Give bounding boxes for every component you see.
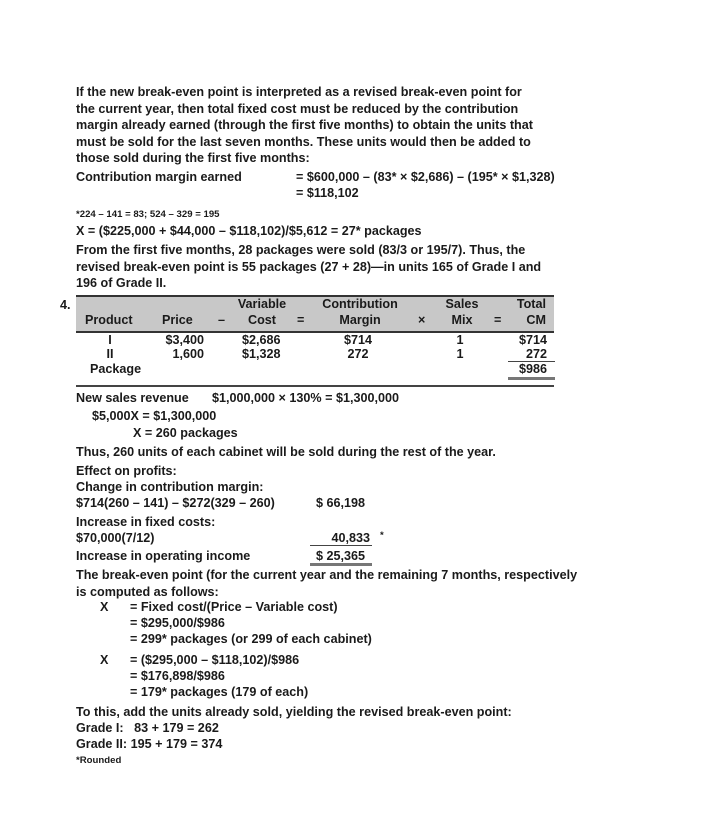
conclusion-line: From the first five months, 28 packages were sold (83/3 or 195/7). Thus, the	[76, 243, 526, 257]
row2-cm: 272	[347, 347, 369, 361]
income-double-rule	[310, 563, 372, 566]
intro-paragraph	[76, 84, 596, 167]
header-total: Total	[516, 297, 546, 311]
section-number: 4.	[60, 298, 71, 312]
row1-price: $3,400	[165, 333, 204, 347]
header-minus: –	[218, 313, 226, 327]
intro-line: If the new break-even point is interpreted as a revised break-even point for	[76, 85, 522, 99]
breakeven-intro-line: The break-even point (for the current year and the remaining 7 months, respectively	[76, 568, 578, 582]
grade2-result: Grade II: 195 + 179 = 374	[76, 737, 223, 751]
fixed-costs-value: 40,833	[331, 531, 370, 545]
intro-line: must be sold for the last seven months. These units would then be added to	[76, 134, 531, 149]
sales-equation-1: $5,000X = $1,300,000	[92, 409, 217, 423]
income-label: Increase in operating income	[76, 549, 251, 563]
breakeven-intro	[76, 567, 636, 600]
row1-cm: $714	[343, 333, 373, 347]
header-equals-1: =	[297, 313, 305, 327]
change-cm-calc: $714(260 – 141) – $272(329 – 260)	[76, 496, 275, 510]
header-cm: CM	[526, 313, 546, 327]
header-product: Product	[85, 313, 133, 327]
calc-b-line: = 179* packages (179 of each)	[130, 685, 309, 699]
package-label: Package	[90, 362, 142, 376]
grade1-result: Grade I: 83 + 179 = 262	[76, 721, 219, 735]
calc-a-line: = 299* packages (or 299 of each cabinet)	[130, 632, 372, 646]
calc-a-line: = Fixed cost/(Price – Variable cost)	[130, 600, 338, 614]
fixed-costs-calc: $70,000(7/12)	[76, 531, 155, 545]
row2-mix: 1	[456, 347, 464, 361]
calc-a-line: = $295,000/$986	[130, 616, 225, 630]
header-mix: Mix	[451, 313, 473, 327]
row1-total: $714	[518, 333, 547, 347]
revenue-equation: $1,000,000 × 130% = $1,300,000	[212, 391, 399, 405]
intro-line: those sold during the first five months:	[76, 151, 310, 165]
row2-variable-cost: $1,328	[242, 347, 281, 361]
cm-earned-label: Contribution margin earned	[76, 170, 242, 184]
cm-earned-result: = $118,102	[296, 186, 359, 200]
conclusion-paragraph	[76, 242, 596, 292]
calc-b-line: = ($295,000 – $118,102)/$986	[130, 653, 300, 667]
fixed-costs-label: Increase in fixed costs:	[76, 515, 216, 529]
conclusion-line: 196 of Grade II.	[76, 276, 167, 290]
effect-label: Effect on profits:	[76, 464, 177, 478]
breakeven-intro-line: is computed as follows:	[76, 584, 219, 599]
table-bottom-rule	[76, 385, 554, 387]
header-variable: Variable	[237, 297, 287, 311]
intro-line: the current year, then total fixed cost must be reduced by the contribution	[76, 101, 519, 116]
intro-line: margin already earned (through the first five months) to obtain the units that	[76, 118, 533, 132]
thus-statement: Thus, 260 units of each cabinet will be sold during the rest of the year.	[76, 445, 496, 459]
header-margin: Margin	[339, 313, 381, 327]
header-cost: Cost	[248, 313, 276, 327]
revenue-label: New sales revenue	[76, 391, 189, 405]
calc-b-line: = $176,898/$986	[130, 669, 225, 683]
row2-price: 1,600	[172, 347, 204, 361]
row1-variable-cost: $2,686	[242, 333, 281, 347]
row1-mix: 1	[456, 333, 464, 347]
header-equals-2: =	[494, 313, 502, 327]
row2-total: 272	[525, 347, 547, 361]
change-cm-label: Change in contribution margin:	[76, 480, 264, 494]
header-times: ×	[418, 313, 426, 327]
fixed-costs-rule	[310, 545, 372, 546]
package-total: $986	[518, 362, 547, 376]
income-value: $ 25,365	[316, 549, 366, 563]
add-units-text: To this, add the units already sold, yielding the revised break-even point:	[76, 705, 512, 719]
x-equation: X = ($225,000 + $44,000 – $118,102)/$5,612 = 27* packages	[76, 224, 422, 238]
calc-a-var: X	[100, 600, 109, 614]
calc-b-var: X	[100, 653, 109, 667]
conclusion-line: revised break-even point is 55 packages (27 + 28)—in units 165 of Grade I and	[76, 259, 542, 274]
total-double-rule	[508, 377, 555, 380]
sales-equation-2: X = 260 packages	[133, 426, 238, 440]
cm-earned-equation: = $600,000 – (83* × $2,686) – (195* × $1,328)	[296, 170, 555, 184]
row2-product: II	[106, 347, 114, 361]
row1-product: I	[108, 333, 112, 347]
header-sales: Sales	[445, 297, 479, 311]
header-price: Price	[162, 313, 193, 327]
header-contribution: Contribution	[322, 297, 398, 311]
rounded-note: *Rounded	[76, 755, 122, 766]
change-cm-value: $ 66,198	[316, 496, 366, 510]
fixed-costs-note: *	[380, 530, 384, 541]
footnote-calc: *224 – 141 = 83; 524 – 329 = 195	[76, 209, 220, 220]
